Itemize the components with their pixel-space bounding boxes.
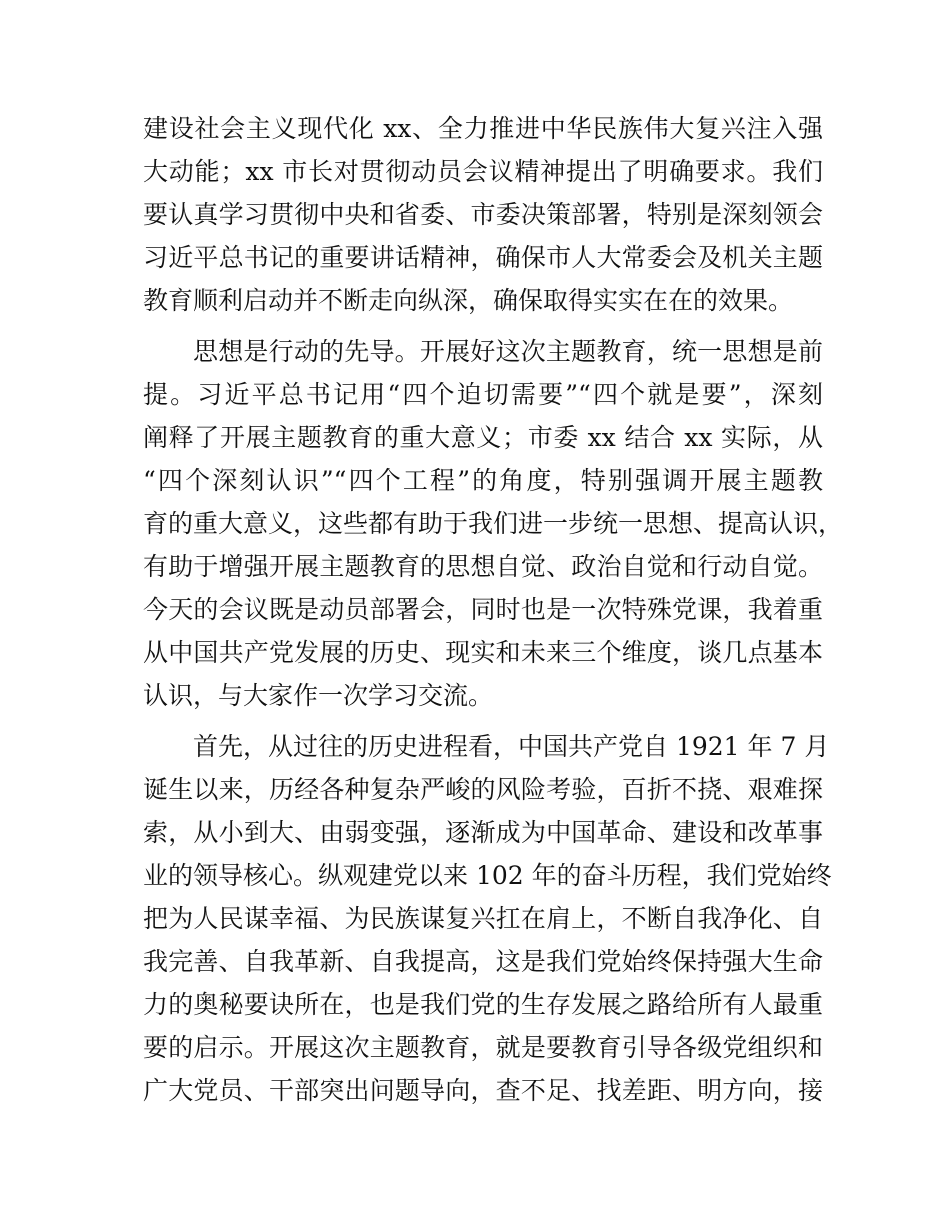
text-line: 诞生以来，历经各种复杂严峻的风险考验，百折不挠、艰难探 bbox=[143, 775, 823, 804]
text-line: 提。习近平总书记用“四个迫切需要”“四个就是要”，深刻 bbox=[143, 380, 823, 409]
text-line: 业的领导核心。纵观建党以来 102 年的奋斗历程，我们党始终 bbox=[143, 861, 832, 890]
text-line: 首先，从过往的历史进程看，中国共产党自 1921 年 7 月 bbox=[193, 732, 830, 761]
text-line: 习近平总书记的重要讲话精神，确保市人大常委会及机关主题 bbox=[143, 243, 823, 272]
text-line: 要的启示。开展这次主题教育，就是要教育引导各级党组织和 bbox=[143, 1033, 823, 1062]
text-line: 育的重大意义，这些都有助于我们进一步统一思想、提高认识， bbox=[143, 509, 844, 538]
text-line: 广大党员、干部突出问题导向，查不足、找差距、明方向，接 bbox=[143, 1076, 823, 1105]
text-line: 大动能；xx 市长对贯彻动员会议精神提出了明确要求。我们 bbox=[143, 157, 823, 186]
text-line: “四个深刻认识”“四个工程”的角度，特别强调开展主题教 bbox=[143, 466, 823, 495]
text-line: 思想是行动的先导。开展好这次主题教育，统一思想是前 bbox=[193, 337, 823, 366]
text-line: 今天的会议既是动员部署会，同时也是一次特殊党课，我着重 bbox=[143, 595, 823, 624]
text-line: 教育顺利启动并不断走向纵深，确保取得实实在在的效果。 bbox=[143, 286, 794, 315]
text-line: 我完善、自我革新、自我提高，这是我们党始终保持强大生命 bbox=[143, 947, 823, 976]
text-line: 建设社会主义现代化 xx、全力推进中华民族伟大复兴注入强 bbox=[143, 114, 823, 143]
text-line: 力的奥秘要诀所在，也是我们党的生存发展之路给所有人最重 bbox=[143, 990, 823, 1019]
text-line: 要认真学习贯彻中央和省委、市委决策部署，特别是深刻领会 bbox=[143, 200, 823, 229]
text-line: 把为人民谋幸福、为民族谋复兴扛在肩上，不断自我净化、自 bbox=[143, 904, 823, 933]
text-line: 阐释了开展主题教育的重大意义；市委 xx 结合 xx 实际，从 bbox=[143, 423, 823, 452]
text-line: 有助于增强开展主题教育的思想自觉、政治自觉和行动自觉。 bbox=[143, 552, 823, 581]
text-line: 认识，与大家作一次学习交流。 bbox=[143, 681, 494, 710]
text-line: 索，从小到大、由弱变强，逐渐成为中国革命、建设和改革事 bbox=[143, 818, 823, 847]
text-line: 从中国共产党发展的历史、现实和未来三个维度，谈几点基本 bbox=[143, 638, 823, 667]
